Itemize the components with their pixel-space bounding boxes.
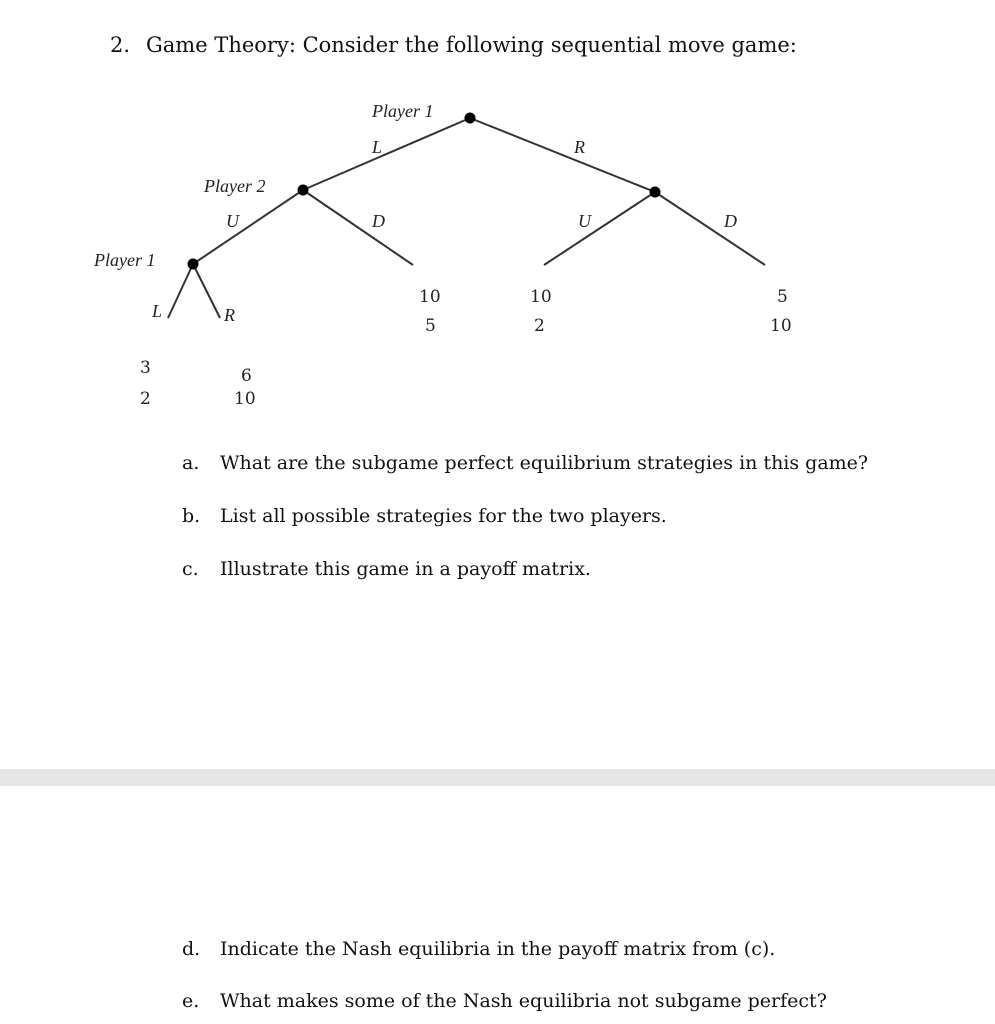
node-root — [465, 113, 476, 124]
payoff-1-player1: 3 — [140, 358, 151, 378]
page-separator — [0, 769, 995, 786]
p1second-action-left: L — [152, 301, 163, 321]
part-d — [182, 938, 775, 960]
p2right-action-up: U — [578, 211, 591, 231]
part-e — [182, 990, 827, 1012]
question-number: 2. — [110, 33, 131, 57]
payoff-3-player2: 5 — [425, 316, 436, 336]
part-a-text: What are the subgame perfect equilibrium strategies in this game? — [220, 452, 869, 474]
root-player-label: Player 1 — [372, 101, 434, 121]
part-a-letter: a. — [182, 452, 200, 474]
payoff-3-player1: 10 — [419, 287, 441, 307]
node-player2-right — [650, 187, 661, 198]
part-d-letter: d. — [182, 938, 201, 960]
part-d-text: Indicate the Nash equilibria in the payoff matrix from (c). — [220, 938, 776, 960]
edge-p2right-down — [655, 192, 765, 265]
node-player2-left — [298, 185, 309, 196]
part-c-text: Illustrate this game in a payoff matrix. — [220, 558, 591, 580]
p2right-action-down: D — [724, 211, 737, 231]
part-c-letter: c. — [182, 558, 199, 580]
payoff-4-player2: 2 — [534, 316, 545, 336]
root-action-right: R — [574, 137, 585, 157]
payoff-2-player2: 10 — [234, 389, 256, 409]
payoff-5-player1: 5 — [777, 287, 788, 307]
payoff-4-player1: 10 — [530, 287, 552, 307]
part-b-letter: b. — [182, 505, 201, 527]
payoff-1-player2: 2 — [140, 389, 151, 409]
payoff-5-player2: 10 — [770, 316, 792, 336]
part-e-letter: e. — [182, 990, 200, 1012]
edge-p1second-left — [168, 264, 193, 318]
question-prompt: Game Theory: Consider the following sequential move game: — [146, 33, 797, 57]
player2-label: Player 2 — [204, 176, 266, 196]
player1-second-label: Player 1 — [94, 250, 156, 270]
p1second-action-right: R — [224, 305, 235, 325]
edge-p2left-down — [303, 190, 413, 265]
part-b — [182, 505, 667, 527]
edge-root-left — [303, 118, 470, 190]
edge-p2right-up — [544, 192, 655, 265]
part-a — [182, 452, 868, 474]
edge-root-right — [470, 118, 655, 192]
node-player1-second — [188, 259, 199, 270]
p2left-action-up: U — [226, 211, 239, 231]
edge-p2left-up — [193, 190, 303, 264]
game-tree-diagram — [0, 0, 995, 430]
root-action-left: L — [372, 137, 383, 157]
edge-p1second-right — [193, 264, 220, 318]
p2left-action-down: D — [372, 211, 385, 231]
part-e-text: What makes some of the Nash equilibria not subgame perfect? — [220, 990, 827, 1012]
part-c — [182, 558, 591, 580]
part-b-text: List all possible strategies for the two players. — [220, 505, 667, 527]
payoff-2-player1: 6 — [241, 366, 252, 386]
